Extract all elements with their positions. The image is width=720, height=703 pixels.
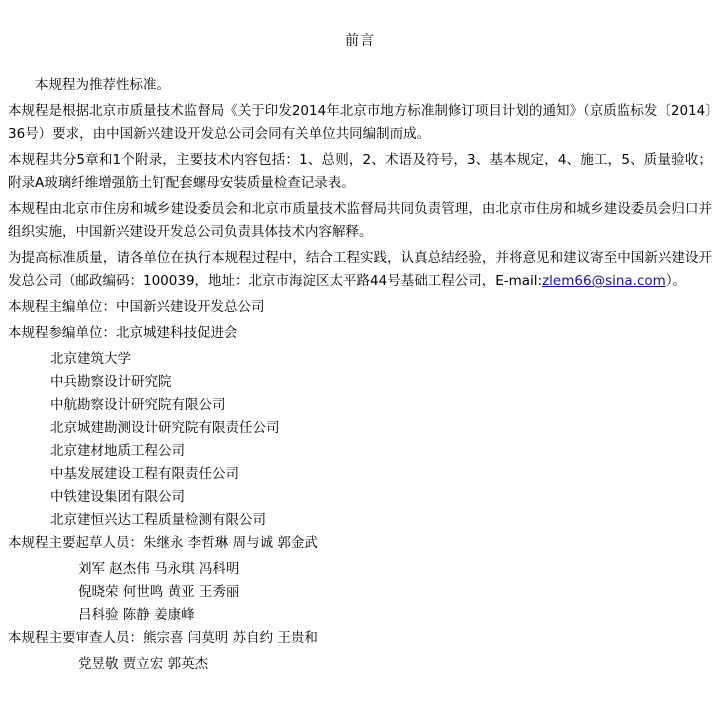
list-item: 北京城建勘测设计研究院有限责任公司 xyxy=(50,420,280,436)
paragraph-feedback xyxy=(8,247,712,293)
paragraph-recommended-standard: 本规程为推荐性标准。 xyxy=(35,77,170,93)
drafters-label: 本规程主要起草人员：朱继永 李哲琳 周与诚 郭金武 xyxy=(8,535,318,551)
paragraph-feedback-tail: ）。 xyxy=(665,273,687,289)
list-item: 中兵勘察设计研究院 xyxy=(50,374,172,390)
list-item: 中航勘察设计研究院有限公司 xyxy=(50,397,226,413)
email-link[interactable]: zlem66@sina.com xyxy=(542,273,666,289)
reviewers-label: 本规程主要审查人员：熊宗喜 闫莫明 苏自约 王贵和 xyxy=(8,630,318,646)
list-item: 吕科验 陈静 姜康峰 xyxy=(78,607,195,623)
document-page xyxy=(0,30,720,703)
chief-editor-unit: 本规程主编单位：中国新兴建设开发总公司 xyxy=(8,299,265,315)
list-item: 刘军 赵杰伟 马永琪 冯科明 xyxy=(78,561,240,577)
page-title: 前言 xyxy=(345,33,375,49)
list-item: 中基发展建设工程有限责任公司 xyxy=(50,466,239,482)
list-item: 北京建恒兴达工程质量检测有限公司 xyxy=(50,512,266,528)
list-item: 倪晓荣 何世鸣 黄亚 王秀丽 xyxy=(78,584,240,600)
participant-units-label: 本规程参编单位：北京城建科技促进会 xyxy=(8,325,238,341)
paragraph-feedback-text: 为提高标准质量，请各单位在执行本规程过程中，结合工程实践，认真总结经验，并将意见和建议寄至中国新兴建设开发总公司（邮政编码：100039，地址：北京市海淀区太平路44号基础工程公司，E-mail: xyxy=(8,250,712,289)
list-item: 北京建筑大学 xyxy=(50,351,131,367)
paragraph-contents: 本规程共分5章和1个附录，主要技术内容包括：1、总则，2、术语及符号，3、基本规定，4、施工，5、质量验收；附录A玻璃纤维增强筋土钉配套螺母安装质量检查记录表。 xyxy=(8,152,712,191)
paragraph-basis: 本规程是根据北京市质量技术监督局《关于印发2014年北京市地方标准制修订项目计划的通知》（京质监标发〔2014〕36号）要求，由中国新兴建设开发总公司会同有关单位共同编制而成。 xyxy=(8,103,712,142)
list-item: 北京建材地质工程公司 xyxy=(50,443,185,459)
list-item: 中铁建设集团有限公司 xyxy=(50,489,185,505)
paragraph-administration: 本规程由北京市住房和城乡建设委员会和北京市质量技术监督局共同负责管理，由北京市住房和城乡建设委员会归口并组织实施，中国新兴建设开发总公司负责具体技术内容解释。 xyxy=(8,201,712,240)
list-item: 党昱敬 贾立宏 郭英杰 xyxy=(78,656,209,672)
